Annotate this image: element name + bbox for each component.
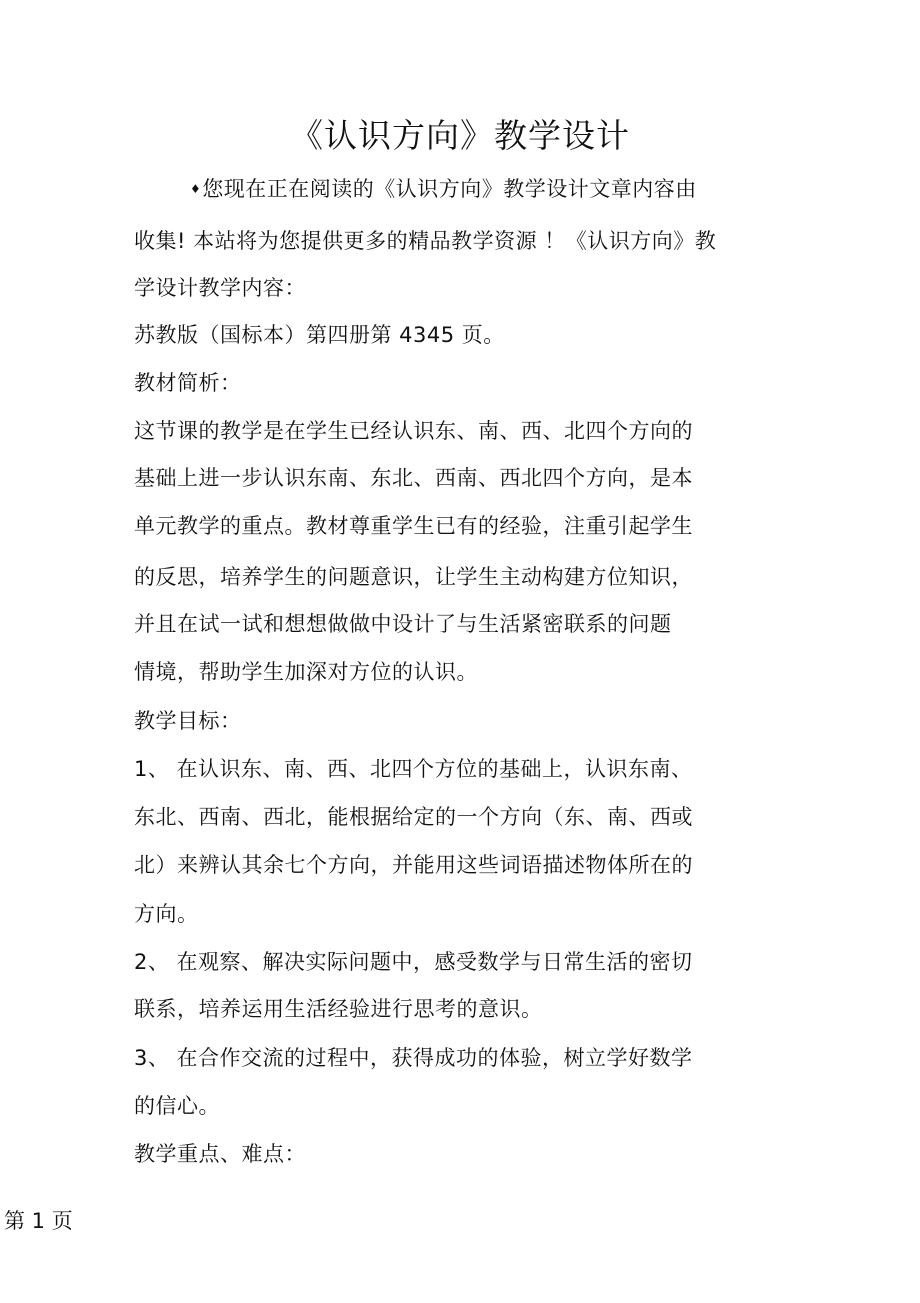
paragraph-line: 苏教版（国标本）第四册第 4345 页。 <box>134 323 505 347</box>
diamond-bullet-icon: ♦ <box>190 182 202 196</box>
section-heading: 教学目标： <box>134 709 242 733</box>
paragraph-line: 这节课的教学是在学生已经认识东、南、西、北四个方向的 <box>134 419 693 443</box>
paragraph-line: 的信心。 <box>134 1094 220 1118</box>
intro-text: 您现在正在阅读的《认识方向》教学设计文章内容由 <box>202 177 697 201</box>
paragraph-line: 单元教学的重点。教材尊重学生已有的经验，注重引起学生 <box>134 514 693 538</box>
paragraph-line: 学设计教学内容： <box>134 276 306 300</box>
section-heading: 教材简析： <box>134 371 242 395</box>
paragraph-line: 基础上进一步认识东南、东北、西南、西北四个方向，是本 <box>134 466 693 490</box>
paragraph-line: 情境，帮助学生加深对方位的认识。 <box>134 660 478 684</box>
intro-line <box>190 174 697 204</box>
page-number: 第 1 页 <box>4 1209 73 1233</box>
paragraph-line: 方向。 <box>134 902 199 926</box>
section-heading: 教学重点、难点： <box>134 1142 306 1166</box>
paragraph-line: 并且在试一试和想想做做中设计了与生活紧密联系的问题 <box>134 612 672 636</box>
document-title: 《认识方向》教学设计 <box>290 116 630 155</box>
paragraph-line: 联系，培养运用生活经验进行思考的意识。 <box>134 997 543 1021</box>
paragraph-line: 北）来辨认其余七个方向，并能用这些词语描述物体所在的 <box>134 853 693 877</box>
paragraph-line: 收集! 本站将为您提供更多的精品教学资源 ！《认识方向》教 <box>134 229 717 253</box>
list-item: 2、 在观察、解决实际问题中，感受数学与日常生活的密切 <box>134 950 693 974</box>
list-item: 3、 在合作交流的过程中，获得成功的体验，树立学好数学 <box>134 1046 693 1070</box>
list-item: 1、 在认识东、南、西、北四个方位的基础上，认识东南、 <box>134 757 693 781</box>
paragraph-line: 东北、西南、西北，能根据给定的一个方向（东、南、西或 <box>134 805 693 829</box>
paragraph-line: 的反思，培养学生的问题意识，让学生主动构建方位知识， <box>134 565 693 589</box>
